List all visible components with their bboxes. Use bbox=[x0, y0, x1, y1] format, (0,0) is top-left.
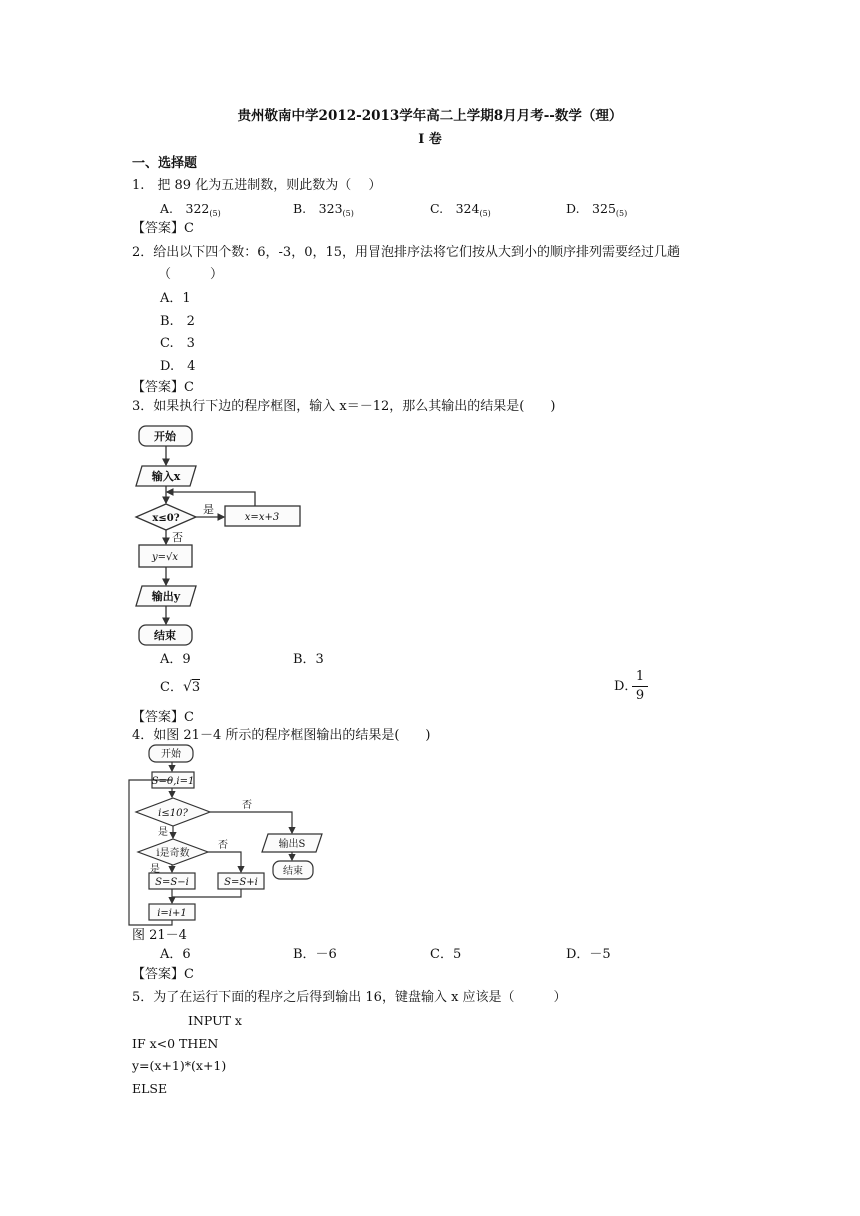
q3-flowchart bbox=[130, 420, 310, 650]
q5-code-line-1: INPUT x bbox=[188, 1013, 242, 1028]
q3-option-b: B．3 bbox=[293, 652, 324, 667]
q4-option-c: C．5 bbox=[430, 947, 462, 962]
q4-add-label: S=S+i bbox=[224, 877, 258, 888]
q3-end-label: 结束 bbox=[154, 629, 176, 642]
q2-paren: （ ） bbox=[158, 267, 224, 282]
q1-option-c: C. $324_{(5)}$ bbox=[430, 201, 491, 218]
q3-option-d-fraction: 1 9 bbox=[632, 669, 648, 704]
q4-odd-label: i是奇数 bbox=[156, 848, 190, 859]
q2-option-b: B. 2 bbox=[160, 314, 195, 329]
q4-output-label: 输出S bbox=[278, 839, 306, 850]
q1-option-d: D. $325_{(5)}$ bbox=[566, 201, 628, 218]
q4-answer: 【答案】C bbox=[132, 967, 194, 982]
section-heading: 一、选择题 bbox=[132, 156, 198, 171]
q4-init-label: S=0,i=1 bbox=[151, 776, 195, 787]
q4-end-label: 结束 bbox=[283, 866, 303, 877]
q5-code-line-2: IF x<0 THEN bbox=[132, 1036, 219, 1051]
q3-stem: 3．如果执行下边的程序框图，输入 x＝－12，那么其输出的结果是( ) bbox=[132, 399, 556, 414]
q4-stem: 4．如图 21－4 所示的程序框图输出的结果是( ) bbox=[132, 728, 431, 743]
q4-flowchart bbox=[126, 742, 336, 927]
q2-option-a: A．1 bbox=[160, 291, 191, 306]
q3-option-c: C．√3 bbox=[160, 679, 201, 695]
page-title: 贵州敬南中学2012-2013学年高二上学期8月月考--数学（理） bbox=[237, 108, 623, 124]
q3-output-label: 输出y bbox=[151, 590, 181, 603]
q4-yes2-label: 是 bbox=[150, 864, 160, 875]
q3-input-label: 输入x bbox=[151, 470, 181, 483]
q2-option-d: D. 4 bbox=[160, 359, 196, 374]
q4-option-a: A．6 bbox=[160, 947, 191, 962]
q3-update-label: x=x+3 bbox=[244, 512, 280, 523]
q1-option-a: A. $322_{(5)}$ bbox=[160, 201, 221, 218]
q4-no1-label: 否 bbox=[242, 800, 252, 811]
q5-code-line-3: y=(x+1)*(x+1) bbox=[132, 1058, 227, 1073]
q4-sub-label: S=S−i bbox=[155, 877, 189, 888]
q3-yes-label: 是 bbox=[203, 503, 214, 516]
q1-stem: 1. 把 89 化为五进制数，则此数为（ ） bbox=[132, 178, 382, 193]
q1-answer: 【答案】C bbox=[132, 221, 194, 236]
q3-no-label: 否 bbox=[172, 531, 183, 544]
q2-stem: 2．给出以下四个数：6，-3，0，15，用冒泡排序法将它们按从大到小的顺序排列需要经过几趟 bbox=[132, 245, 681, 260]
q4-yes1-label: 是 bbox=[158, 827, 168, 838]
q3-assign-label: y=√x bbox=[151, 552, 179, 563]
q4-no2-label: 否 bbox=[218, 840, 228, 851]
q4-option-b: B．－6 bbox=[293, 947, 337, 962]
q2-answer: 【答案】C bbox=[132, 380, 194, 395]
q4-caption: 图 21－4 bbox=[132, 928, 187, 943]
q3-start-label: 开始 bbox=[154, 430, 176, 443]
q2-option-c: C. 3 bbox=[160, 336, 195, 351]
q5-stem: 5．为了在运行下面的程序之后得到输出 16，键盘输入 x 应该是（ ） bbox=[132, 990, 567, 1005]
q3-option-d-label: D． bbox=[614, 679, 638, 694]
q3-cond-label: x≤0? bbox=[152, 513, 180, 524]
q4-option-d: D．－5 bbox=[566, 947, 611, 962]
q5-code-line-4: ELSE bbox=[132, 1081, 168, 1096]
q4-inc-label: i=i+1 bbox=[157, 908, 187, 919]
q1-option-b: B. $323_{(5)}$ bbox=[293, 201, 354, 218]
q4-start-label: 开始 bbox=[161, 749, 181, 760]
q4-cond-label: i≤10? bbox=[158, 808, 188, 819]
page-subtitle: I 卷 bbox=[418, 132, 442, 147]
q3-answer: 【答案】C bbox=[132, 710, 194, 725]
q3-option-a: A．9 bbox=[160, 652, 191, 667]
